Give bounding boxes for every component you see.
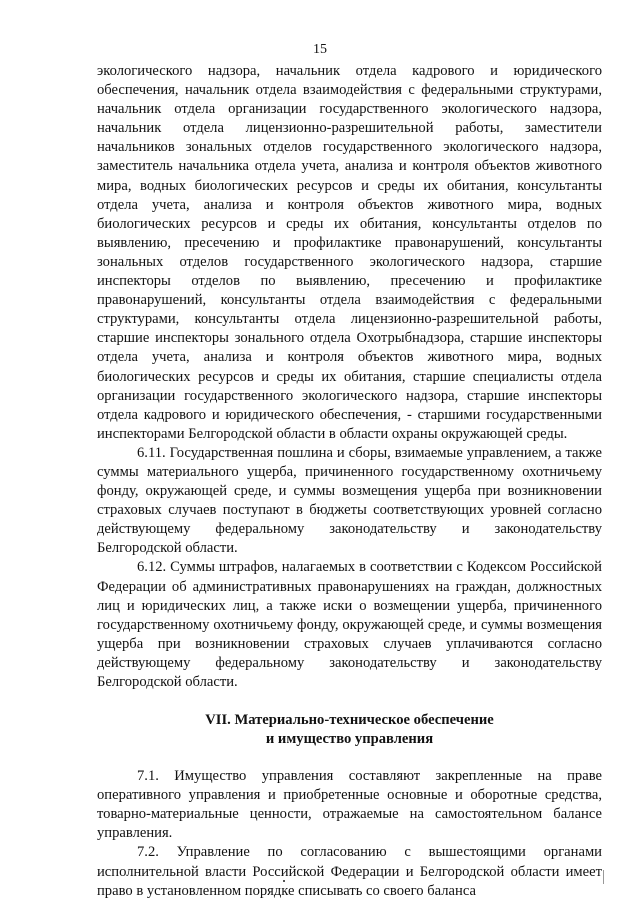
- paragraph-continuation: экологического надзора, начальник отдела кадрового и юридического обеспечения, начальник отдела взаимодействия с федеральными структурами, начальник отдела организации государственного экологического надзора, начальник отдела лицензионно-разрешительной работы, заместители начальников зональных отделов государственного экологического надзора, заместитель начальника отдела учета, анализа и контроля объектов животного мира, водных биологических ресурсов и среды их обитания, консультанты отдела учета, анализа и контроля объектов животного мира, водных биологических ресурсов и среды их обитания, консультанты отделов по выявлению, пресечению и профилактике правонарушений, консультанты зональных отделов государственного экологического надзора, старшие инспекторы отделов по выявлению, пресечению и профилактике правонарушений, консультанты отдела взаимодействия с федеральными структурами, консультанты отдела лицензионно-разрешительной работы, старшие инспекторы зонального отдела Охотрыбнадзора, старшие инспекторы отдела учета, анализа и контроля объектов животного мира, водных биологических ресурсов и среды их обитания, старшие специалисты отдела организации государственного экологического надзора, старшие инспекторы отдела кадрового и юридического обеспечения, - старшими государственными инспекторами Белгородской области в области охраны окружающей среды.: [97, 63, 602, 442]
- paragraph-7-1: 7.1. Имущество управления составляют закрепленные на праве оперативного управления и приобретенные основные и оборотные средства, товарно-материальные ценности, отражаемые на самостоятельном балансе управления.: [97, 768, 602, 842]
- scan-speck: [283, 880, 285, 882]
- document-body: [97, 62, 602, 901]
- page-number: 15: [313, 42, 327, 57]
- section-heading-line-1: VII. Материально-техническое обеспечение: [205, 712, 494, 729]
- section-heading: [97, 711, 602, 749]
- paragraph-7-2: 7.2. Управление по согласованию с вышестоящими органами исполнительной власти Российской Федерации и Белгородской области имеет право в установленном порядке списывать со своего баланса: [97, 844, 602, 899]
- scan-speck: [603, 870, 604, 884]
- paragraph-6-11: 6.11. Государственная пошлина и сборы, взимаемые управлением, а также суммы материального ущерба, причиненного государственному охотничьему фонду, окружающей среде, и суммы возмещения ущерба при возникновении страховых случаев поступают в бюджеты соответствующих уровней согласно действующему федеральному законодательству и законодательству Белгородской области.: [97, 444, 602, 557]
- section-heading-line-2: и имущество управления: [265, 731, 434, 748]
- paragraph-6-12: 6.12. Суммы штрафов, налагаемых в соответствии с Кодексом Российской Федерации об административных правонарушениях на граждан, должностных лиц и юридических лиц, а также иски о возмещении ущерба, причиненного государственному охотничьему фонду, окружающей среде, и суммы возмещения ущерба при возникновении страховых случаев уплачиваются согласно действующему федеральному законодательству и законодательству Белгородской области.: [97, 559, 602, 690]
